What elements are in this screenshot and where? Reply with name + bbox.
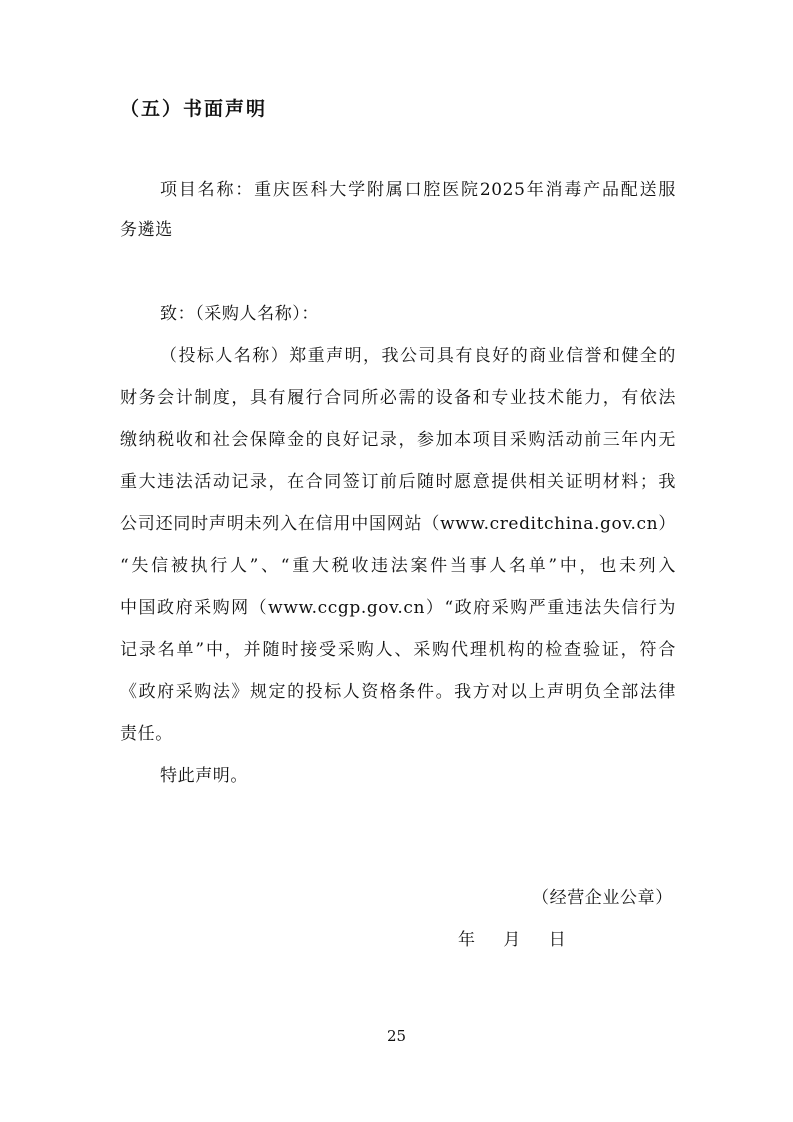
project-name-line-1: 项目名称：重庆医科大学附属口腔医院2025年消毒产品配送服 [160,180,676,200]
body-line: 《政府采购法》规定的投标人资格条件。我方对以上声明负全部法律 [120,682,676,702]
body-line: 责任。 [120,724,173,744]
body-line: 缴纳税收和社会保障金的良好记录，参加本项目采购活动前三年内无 [120,430,676,450]
section-title: （五）书面声明 [120,98,268,120]
body-line: “失信被执行人”、“重大税收违法案件当事人名单”中，也未列入 [120,556,676,576]
body-line: 记录名单”中，并随时接受采购人、采购代理机构的检查验证，符合 [120,640,676,660]
salutation: 致：（采购人名称）： [160,304,319,324]
body-line: 财务会计制度，具有履行合同所必需的设备和专业技术能力，有依法 [120,388,676,408]
date-label: 年 月 日 [458,930,568,950]
body-line: 公司还同时声明未列入在信用中国网站（www.creditchina.gov.cn） [120,514,676,534]
body-line: 重大违法活动记录，在合同签订前后随时愿意提供相关证明材料；我 [120,472,676,492]
body-line: （投标人名称）郑重声明，我公司具有良好的商业信誉和健全的 [160,346,676,366]
closing-statement: 特此声明。 [160,766,248,786]
page-number: 25 [386,1027,407,1045]
company-seal-label: （经营企业公章） [532,888,673,908]
project-name-line-2: 务遴选 [120,220,173,240]
body-line: 中国政府采购网（www.ccgp.gov.cn）“政府采购严重违法失信行为 [120,598,676,618]
